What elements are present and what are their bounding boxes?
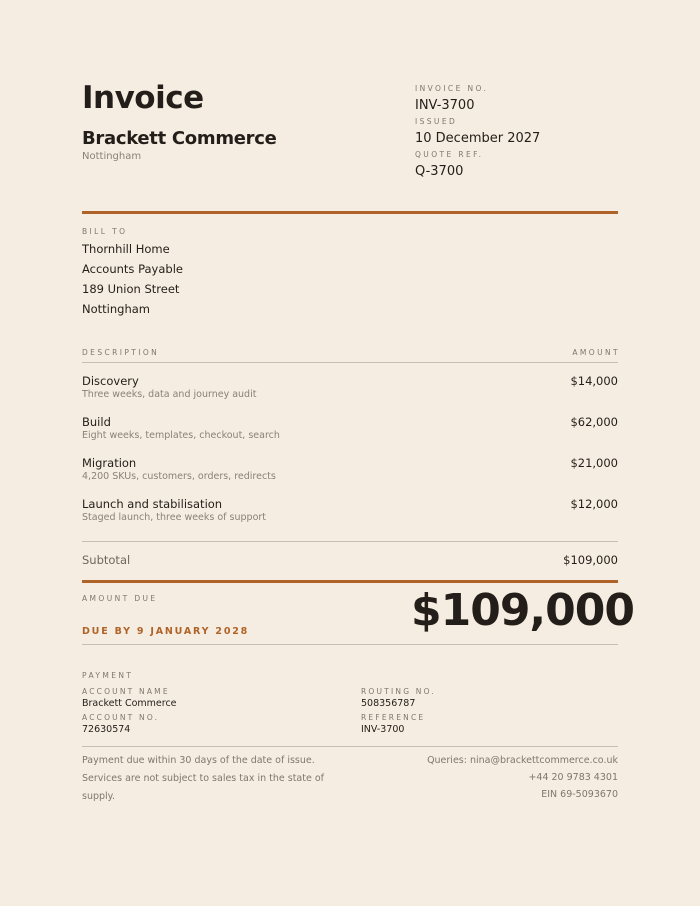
amount-due-label: AMOUNT DUE [82,594,158,603]
routing-no-label: ROUTING NO. [361,687,436,696]
bill-to-line: Thornhill Home [82,242,170,256]
payment-notes: Payment due within 30 days of the date of issue. Services are not subject to sales tax in the state of supply. [82,755,324,802]
subtotal-label: Subtotal [82,553,131,567]
item-description: Three weeks, data and journey audit [82,389,257,400]
quote-ref-value: Q-3700 [415,164,464,179]
bill-to-line: 189 Union Street [82,282,180,296]
item-description: 4,200 SKUs, customers, orders, redirects [82,471,276,482]
footer-divider [82,746,618,747]
due-date: DUE BY 9 JANUARY 2028 [82,626,250,637]
reference-field [361,713,425,735]
invoice-no-value: INV-3700 [415,98,475,113]
contact-info [427,752,618,803]
item-amount: $14,000 [570,374,618,388]
payment-divider [82,644,618,645]
bill-to-line: Nottingham [82,302,150,316]
item-name: Launch and stabilisation [82,497,223,511]
bill-to-address [82,239,183,319]
company-name: Brackett Commerce [82,128,277,149]
subtotal-amount: $109,000 [563,553,618,567]
amount-header: AMOUNT [572,348,620,357]
ein-number: EIN 69-5093670 [541,789,618,800]
issued-value: 10 December 2027 [415,131,541,146]
item-name: Migration [82,456,137,470]
subtotal-divider [82,541,618,542]
item-amount: $12,000 [570,497,618,511]
routing-no-value: 508356787 [361,698,416,709]
invoice-title: Invoice [82,80,204,116]
table-row [82,497,618,523]
item-description: Staged launch, three weeks of support [82,512,267,523]
item-name: Discovery [82,374,139,388]
table-header-divider [82,362,618,363]
table-row [82,456,618,482]
account-name-value: Brackett Commerce [82,698,177,709]
item-name: Build [82,415,111,429]
description-header: DESCRIPTION [82,348,160,357]
amount-due-value: $109,000 [410,585,634,636]
table-row [82,374,618,400]
account-no-field [82,713,159,735]
account-no-label: ACCOUNT NO. [82,713,160,722]
table-row [82,415,618,441]
subtotal-row [82,553,618,567]
issued-label: ISSUED [415,117,458,126]
item-amount: $21,000 [570,456,618,470]
company-city: Nottingham [82,151,142,162]
bill-to-line: Accounts Payable [82,262,183,276]
account-no-value: 72630574 [82,724,131,735]
header-divider [82,211,618,214]
account-name-field [82,687,177,709]
item-description: Eight weeks, templates, checkout, search [82,430,280,441]
routing-no-field [361,687,436,709]
payment-label: PAYMENT [82,671,134,680]
queries-email: Queries: nina@brackettcommerce.co.uk [427,755,618,766]
amount-due-divider [82,580,618,583]
reference-label: REFERENCE [361,713,426,722]
phone-number: +44 20 9783 4301 [528,772,618,783]
bill-to-label: BILL TO [82,227,128,236]
reference-value: INV-3700 [361,724,405,735]
invoice-no-label: INVOICE NO. [415,84,489,93]
account-name-label: ACCOUNT NAME [82,687,170,696]
quote-ref-label: QUOTE REF. [415,150,484,159]
invoice-meta [415,84,540,183]
item-amount: $62,000 [570,415,618,429]
